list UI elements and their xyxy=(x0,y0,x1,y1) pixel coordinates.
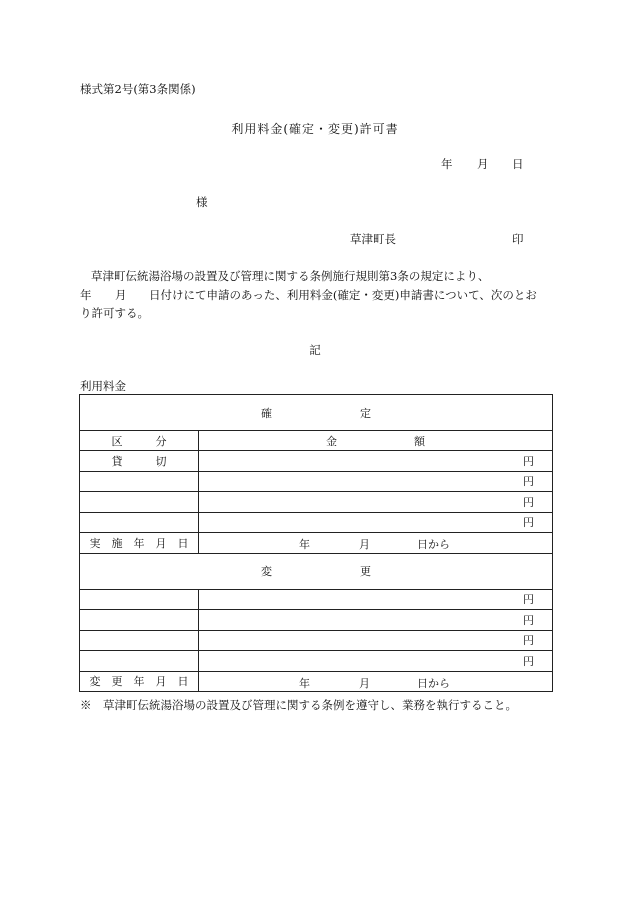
confirm-date-from: 日から xyxy=(417,538,450,551)
seal-mark: 印 xyxy=(512,232,524,246)
confirm-date-month: 月 xyxy=(359,538,370,551)
category-cell xyxy=(80,471,199,492)
form-number: 様式第2号(第3条関係) xyxy=(80,82,196,96)
fee-table xyxy=(79,394,553,692)
amount-cell: 円 xyxy=(199,651,553,672)
addressee-suffix: 様 xyxy=(196,195,208,209)
amount-cell: 円 xyxy=(199,630,553,651)
change-date-cell xyxy=(199,671,553,692)
change-date-row xyxy=(80,671,553,692)
header-date-month: 月 xyxy=(477,157,489,171)
change-section-row xyxy=(80,553,553,589)
amount-cell: 円 xyxy=(199,589,553,610)
change-date-year: 年 xyxy=(299,676,310,690)
category-cell xyxy=(80,610,199,631)
amount-cell: 円 xyxy=(199,471,553,492)
header-date-day: 日 xyxy=(512,157,524,171)
confirm-date-row xyxy=(80,533,553,554)
ki-heading: 記 xyxy=(309,343,321,357)
confirm-section-heading: 確 定 xyxy=(80,395,553,431)
table-row xyxy=(80,610,553,631)
confirm-section-row xyxy=(80,395,553,431)
table-row xyxy=(80,451,553,472)
change-section-heading: 変 更 xyxy=(80,553,553,589)
body-line-1: 草津町伝統湯浴場の設置及び管理に関する条例施行規則第3条の規定により、 xyxy=(91,269,490,283)
header-date-year: 年 xyxy=(441,157,453,171)
table-caption: 利用料金 xyxy=(80,379,126,393)
change-date-from: 日から xyxy=(417,676,450,690)
category-cell xyxy=(80,651,199,672)
category-cell xyxy=(80,512,199,533)
confirm-date-cell xyxy=(199,533,553,554)
amount-cell: 円 xyxy=(199,492,553,513)
table-row xyxy=(80,471,553,492)
body-line-2-month: 月 xyxy=(115,288,127,302)
category-cell xyxy=(80,630,199,651)
issuer-name: 草津町長 xyxy=(350,232,396,246)
document-title: 利用料金(確定・変更)許可書 xyxy=(231,122,399,136)
table-row xyxy=(80,651,553,672)
table-row xyxy=(80,512,553,533)
col-category-header: 区 分 xyxy=(80,431,199,451)
confirm-date-label: 実 施 年 月 日 xyxy=(80,533,199,554)
body-line-3: り許可する。 xyxy=(80,306,149,320)
amount-cell: 円 xyxy=(199,512,553,533)
confirm-date-year: 年 xyxy=(299,538,310,551)
col-amount-header: 金 額 xyxy=(199,431,553,451)
change-date-label: 変 更 年 月 日 xyxy=(80,671,199,692)
category-cell xyxy=(80,492,199,513)
table-row xyxy=(80,630,553,651)
amount-cell: 円 xyxy=(199,610,553,631)
table-row xyxy=(80,492,553,513)
rental-label: 貸 切 xyxy=(80,451,199,472)
footnote: ※ 草津町伝統湯浴場の設置及び管理に関する条例を遵守し、業務を執行すること。 xyxy=(80,698,517,712)
body-line-2-year: 年 xyxy=(80,288,92,302)
table-row xyxy=(80,589,553,610)
body-line-2-rest: 日付けにて申請のあった、利用料金(確定・変更)申請書について、次のとお xyxy=(149,288,537,302)
amount-cell: 円 xyxy=(199,451,553,472)
header-row xyxy=(80,431,553,451)
category-cell xyxy=(80,589,199,610)
change-date-month: 月 xyxy=(359,676,370,690)
